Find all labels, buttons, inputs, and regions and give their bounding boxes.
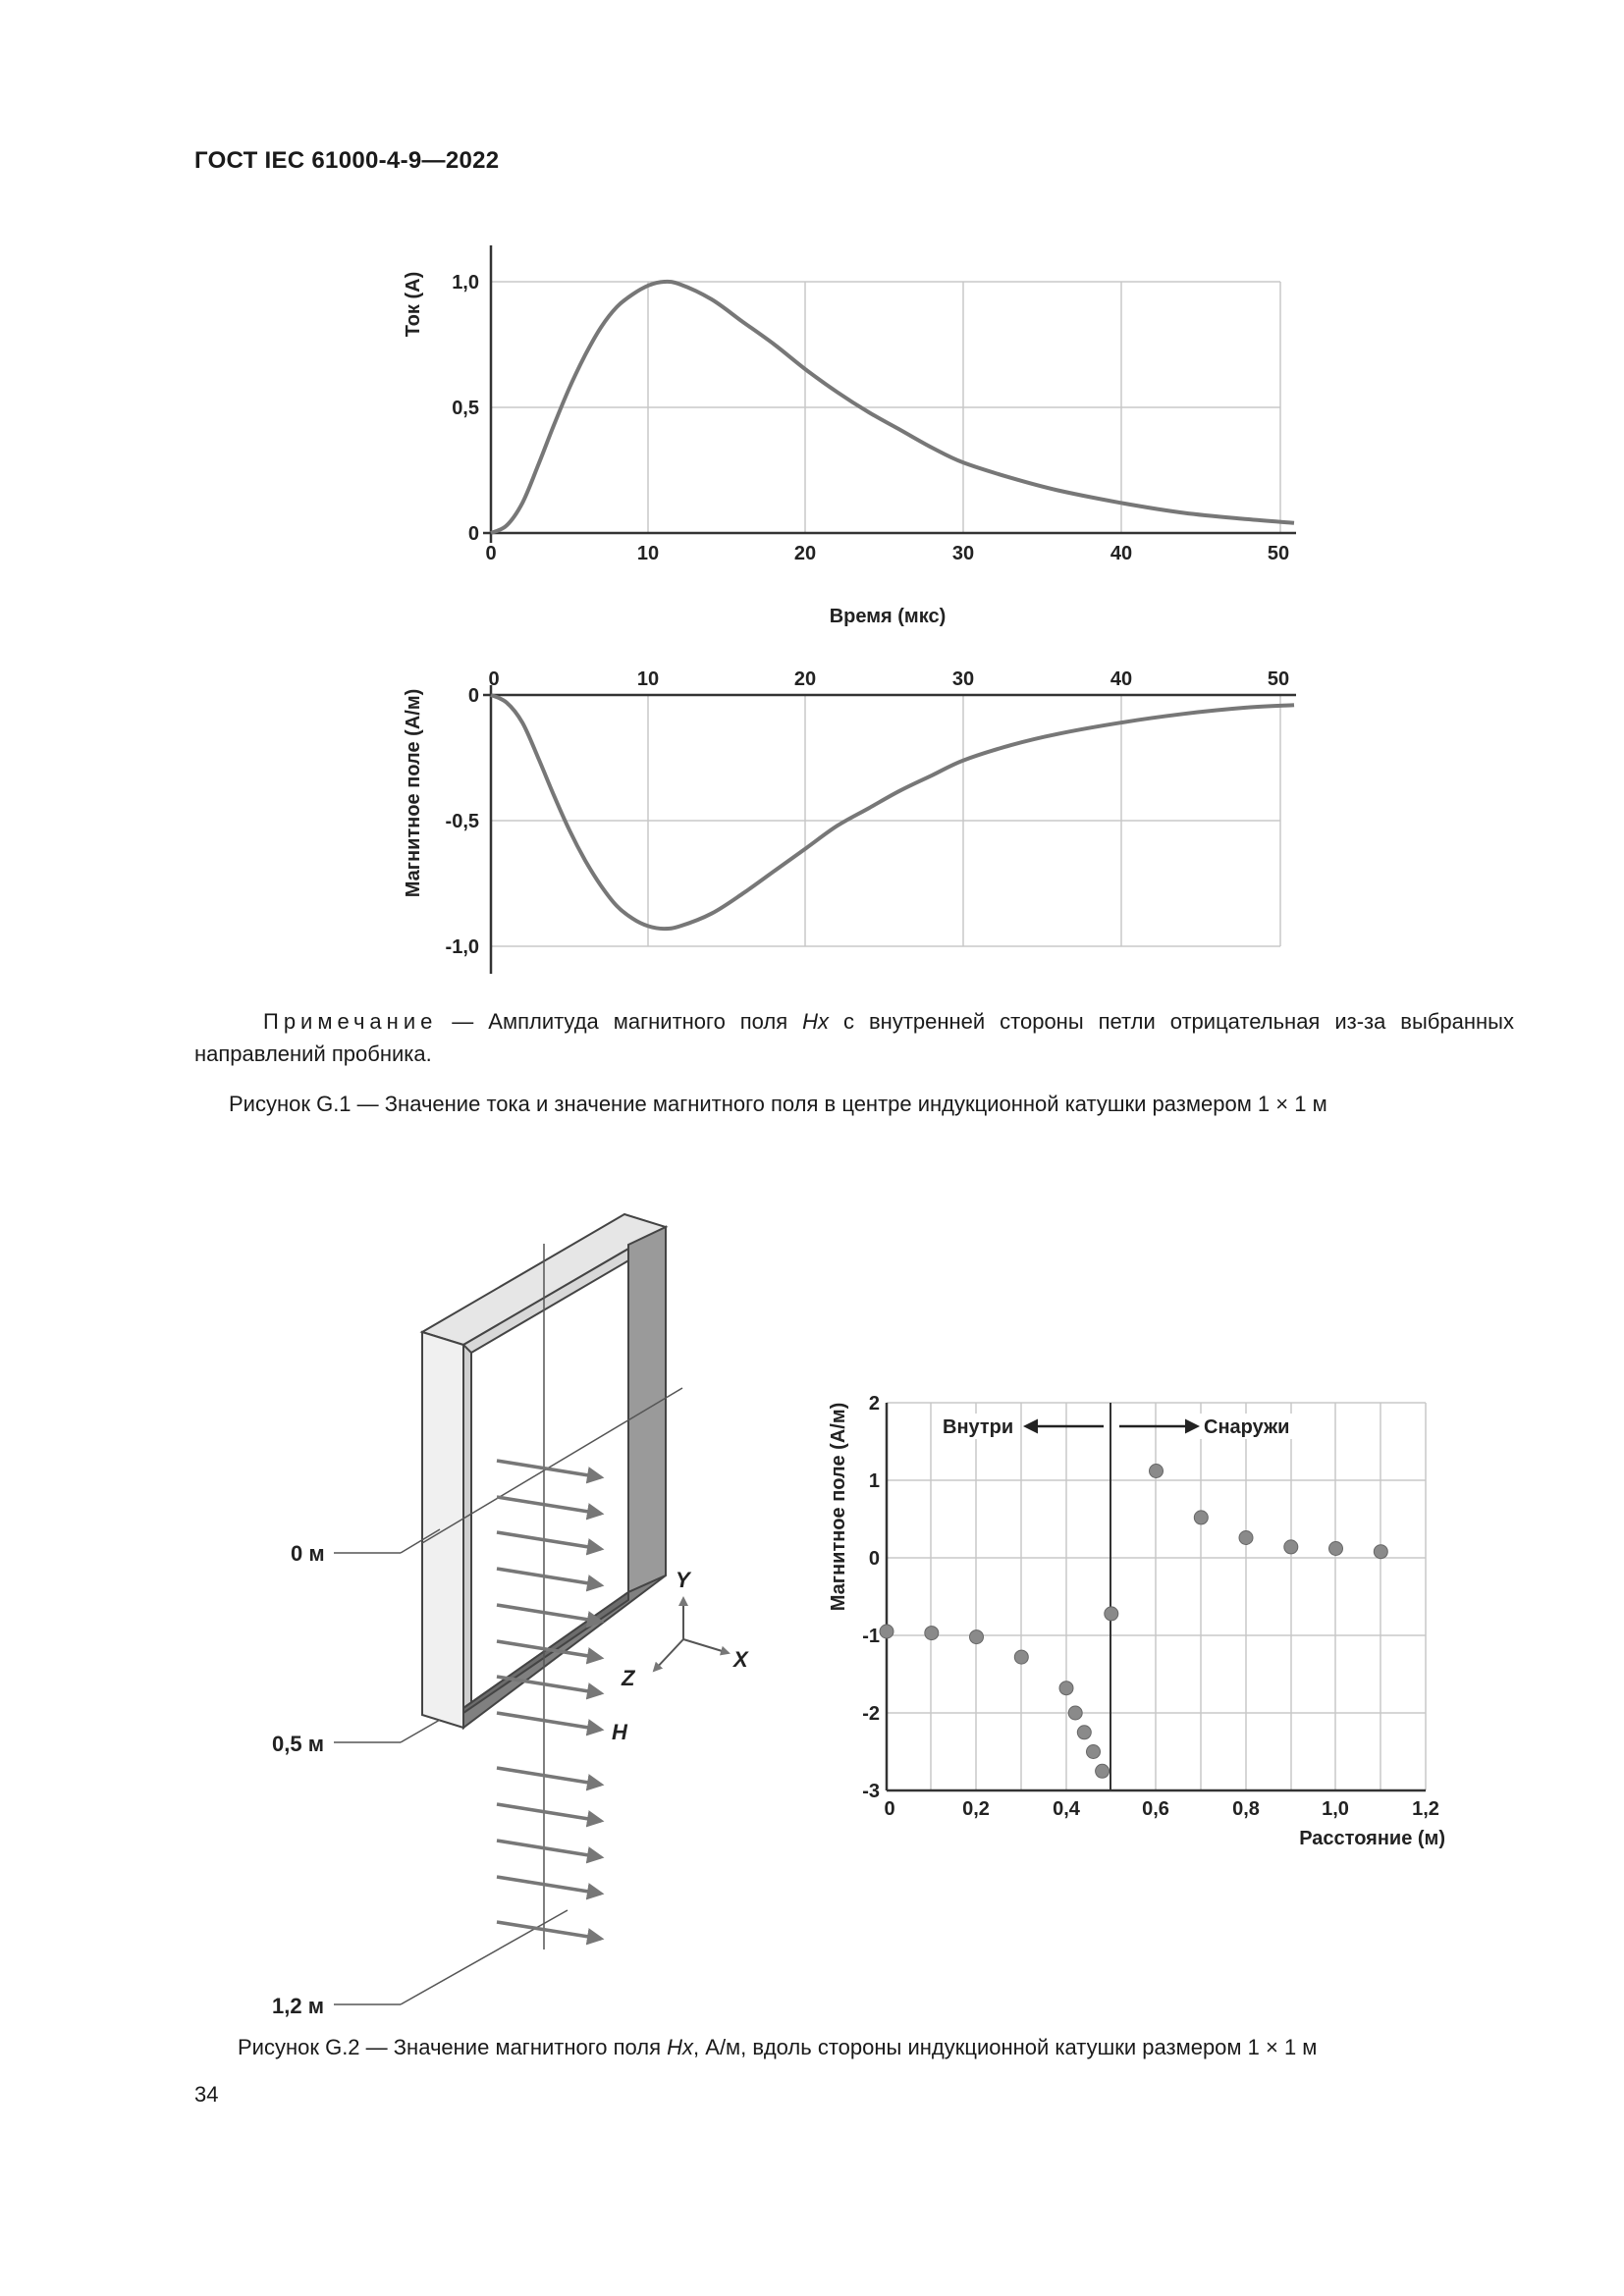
scatter-grid bbox=[887, 1403, 1426, 1790]
label-12m: 1,2 м bbox=[272, 1994, 324, 2018]
field-arrow bbox=[497, 1605, 601, 1622]
top-y-tick: 0 bbox=[467, 523, 479, 545]
field-arrow bbox=[497, 1461, 601, 1477]
scatter-y-tick: 2 bbox=[868, 1393, 880, 1415]
scatter-point bbox=[1284, 1540, 1298, 1554]
scatter-point bbox=[925, 1627, 939, 1640]
scatter-point bbox=[1068, 1706, 1082, 1720]
scatter-y-tick: -3 bbox=[862, 1781, 880, 1802]
scatter-point bbox=[1329, 1542, 1343, 1556]
axis-x-label: X bbox=[733, 1647, 748, 1672]
bottom-x-tick: 20 bbox=[793, 668, 817, 690]
scatter-y-tick: -2 bbox=[862, 1703, 880, 1725]
scatter-point bbox=[970, 1630, 984, 1644]
field-arrow bbox=[497, 1569, 601, 1585]
page-number: 34 bbox=[194, 2082, 219, 2107]
bottom-x-tick: 0 bbox=[488, 668, 500, 690]
field-arrows bbox=[497, 1461, 601, 1939]
label-05m: 0,5 м bbox=[272, 1732, 324, 1756]
top-y-tick: 1,0 bbox=[452, 272, 479, 294]
field-arrow bbox=[497, 1841, 601, 1857]
note-dash: — Амплитуда магнитного поля bbox=[437, 1009, 803, 1034]
scatter-point bbox=[1239, 1531, 1253, 1545]
top-x-tick: 0 bbox=[485, 543, 497, 564]
scatter-point bbox=[880, 1625, 893, 1638]
scatter-x-tick: 0,6 bbox=[1142, 1798, 1169, 1820]
scatter-x-tick: 0,8 bbox=[1232, 1798, 1260, 1820]
top-x-tick: 30 bbox=[951, 543, 975, 564]
field-arrow bbox=[497, 1497, 601, 1514]
field-arrow bbox=[497, 1713, 601, 1730]
field-arrow bbox=[497, 1922, 601, 1939]
top-x-tick: 50 bbox=[1267, 543, 1290, 564]
field-h-label: H bbox=[612, 1720, 627, 1744]
bottom-x-tick: 40 bbox=[1110, 668, 1133, 690]
bottom-y-tick: 0 bbox=[467, 685, 479, 707]
bottom-x-tick: 10 bbox=[636, 668, 660, 690]
scatter-y-ticks bbox=[862, 1393, 880, 1802]
scatter-x-tick: 1,2 bbox=[1412, 1798, 1439, 1820]
scatter-y-tick: 0 bbox=[868, 1548, 880, 1570]
bottom-chart-ylabel: Магнитное поле (А/м) bbox=[403, 688, 424, 898]
top-chart-ylabel: Ток (A) bbox=[403, 271, 424, 338]
bottom-x-tick: 50 bbox=[1267, 668, 1290, 690]
diagram-labels bbox=[272, 1541, 749, 2018]
scatter-point bbox=[1014, 1650, 1028, 1664]
scatter-xlabel: Расстояние (м) bbox=[1299, 1828, 1445, 1849]
caption-g2-variable: Hx bbox=[667, 2035, 694, 2059]
scatter-x-tick: 0,4 bbox=[1053, 1798, 1080, 1820]
top-chart-xlabel: Время (мкс) bbox=[829, 606, 947, 627]
top-x-tick: 20 bbox=[793, 543, 817, 564]
note-text: с внутренней стороны петли отрицательная из-за выбранных направлений пробника. bbox=[194, 1009, 1514, 1066]
scatter-point bbox=[1374, 1545, 1387, 1559]
scatter-point bbox=[1087, 1745, 1101, 1759]
field-arrow bbox=[497, 1877, 601, 1894]
bottom-y-tick: -0,5 bbox=[445, 811, 479, 832]
bottom-x-tick: 30 bbox=[951, 668, 975, 690]
scatter-x-tick: 0 bbox=[884, 1798, 895, 1820]
scatter-point bbox=[1194, 1511, 1208, 1524]
top-x-tick: 10 bbox=[636, 543, 660, 564]
axis-y-label: Y bbox=[676, 1568, 690, 1592]
axis-z-label: Z bbox=[622, 1666, 635, 1690]
field-arrow bbox=[497, 1532, 601, 1549]
scatter-x-tick: 1,0 bbox=[1322, 1798, 1349, 1820]
inside-outside-annotation bbox=[938, 1414, 1298, 1439]
document-header: ГОСТ IEC 61000-4-9—2022 bbox=[194, 147, 500, 174]
figure-g2-caption bbox=[238, 2035, 1317, 2060]
field-arrow bbox=[497, 1804, 601, 1821]
scatter-point bbox=[1096, 1764, 1110, 1778]
scatter-x-tick: 0,2 bbox=[962, 1798, 990, 1820]
scatter-y-tick: 1 bbox=[868, 1470, 880, 1492]
scatter-point bbox=[1150, 1465, 1164, 1478]
note-variable: Hx bbox=[802, 1009, 830, 1034]
scatter-points bbox=[880, 1465, 1387, 1779]
coordinate-axes bbox=[654, 1598, 729, 1671]
scatter-point bbox=[1105, 1607, 1118, 1621]
scatter-point bbox=[1059, 1682, 1073, 1695]
figure-g1-caption: Рисунок G.1 — Значение тока и значение магнитного поля в центре индукционной катушки размером 1 × 1 м bbox=[229, 1092, 1327, 1116]
scatter-y-tick: -1 bbox=[862, 1626, 880, 1647]
top-x-tick: 40 bbox=[1110, 543, 1133, 564]
inside-label: Внутри bbox=[943, 1416, 1014, 1438]
bottom-y-tick: -1,0 bbox=[445, 936, 479, 958]
caption-g2-part-b: , А/м, вдоль стороны индукционной катушки размером 1 × 1 м bbox=[693, 2035, 1318, 2059]
note-prefix: Примечание bbox=[263, 1009, 438, 1034]
scatter-x-ticks bbox=[884, 1798, 1438, 1820]
outside-label: Снаружи bbox=[1204, 1416, 1290, 1438]
scatter-ylabel: Магнитное поле (А/м) bbox=[828, 1402, 849, 1612]
caption-g2-part-a: Рисунок G.2 — Значение магнитного поля bbox=[238, 2035, 668, 2059]
field-arrow bbox=[497, 1768, 601, 1785]
scatter-point bbox=[1077, 1726, 1091, 1739]
label-0m: 0 м bbox=[291, 1541, 325, 1566]
top-y-tick: 0,5 bbox=[452, 398, 479, 419]
